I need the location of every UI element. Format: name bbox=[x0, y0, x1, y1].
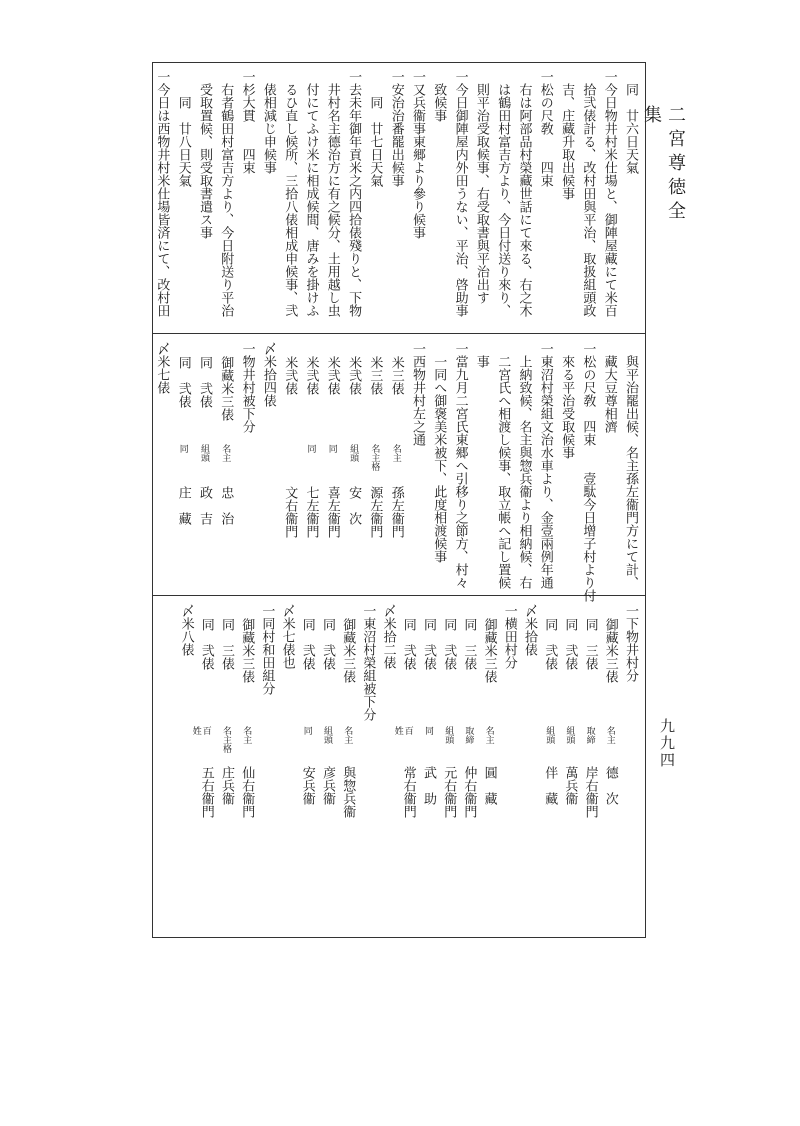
entry-person: 常右衞門 bbox=[400, 766, 416, 818]
text-column: 一今日御陣屋内外田うない、平治、啓助事 bbox=[452, 70, 468, 317]
text-column: 事 bbox=[473, 342, 489, 368]
text-column: るひ直し候所、三拾八俵相成申候事、弐 bbox=[282, 70, 298, 317]
entry-item: 米弐俵 bbox=[346, 356, 362, 395]
text-column: 一杉大貫 四束 bbox=[239, 70, 255, 174]
entry-person: 五右衞門 bbox=[198, 766, 214, 818]
entry-person: 仙右衞門 bbox=[239, 766, 255, 818]
entry-role: 同 bbox=[326, 444, 337, 453]
text-column: 則平治受取候事、右受取書與平治出す bbox=[473, 70, 489, 304]
entry-role: 名主 bbox=[342, 726, 353, 744]
entry-role: 組頭 bbox=[322, 726, 332, 744]
entry-role: 組頭 bbox=[564, 726, 575, 744]
entry-person: 岸右衞門 bbox=[582, 766, 598, 818]
text-column: 付にてふけ米に相成候間、唐みを掛けふ bbox=[303, 70, 319, 317]
entry-item: 〆米拾四俵 bbox=[260, 342, 276, 407]
text-column: 拾弐俵計る、改村田與平治、取扱組頭政 bbox=[580, 70, 596, 317]
entry-item: 同 弐俵 bbox=[400, 618, 416, 670]
entry-person: 與惣兵衞 bbox=[340, 766, 356, 818]
text-column: 上納致候、名主與惣兵衞より相納候、右 bbox=[516, 342, 532, 589]
entry-role: 組頭 bbox=[199, 444, 209, 462]
entry-role-suffix: 姓 bbox=[392, 726, 403, 735]
entry-person: 庄 藏 bbox=[175, 486, 191, 525]
entry-person: 政 吉 bbox=[197, 486, 212, 525]
text-column: 與平治罷出候、名主孫左衞門方にて計、 bbox=[623, 342, 638, 589]
entry-item: 御藏米三俵 bbox=[239, 618, 255, 683]
entry-role: 名主 bbox=[390, 444, 401, 462]
entry-person: 彦兵衞 bbox=[320, 766, 335, 805]
entry-item: 一物井村被下分 bbox=[239, 342, 255, 433]
entry-role-suffix: 姓 bbox=[190, 726, 201, 735]
entry-item: 御藏米三俵 bbox=[218, 356, 234, 421]
bottom-panel bbox=[154, 598, 644, 936]
entry-role: 名主 bbox=[241, 726, 252, 744]
entry-item: 〆米拾俵 bbox=[522, 604, 537, 656]
entry-role: 同 bbox=[177, 444, 188, 453]
entry-item: 同 弐俵 bbox=[562, 618, 578, 670]
entry-role: 取締 bbox=[584, 726, 595, 744]
entry-person: 仲右衞門 bbox=[461, 766, 477, 818]
entry-role: 名主 bbox=[604, 726, 615, 744]
text-column: 同 廿七日天氣 bbox=[367, 70, 383, 187]
middle-panel bbox=[154, 336, 644, 602]
text-column: 同 廿六日天氣 bbox=[623, 70, 638, 174]
entry-role: 組頭 bbox=[544, 726, 555, 744]
entry-person: 伴 藏 bbox=[542, 766, 558, 805]
text-column: 同 廿八日天氣 bbox=[175, 70, 191, 187]
text-column: 一安治治番罷出候事 bbox=[388, 70, 404, 187]
entry-item: 御藏米三俵 bbox=[602, 618, 618, 683]
entry-role: 組頭 bbox=[443, 726, 454, 744]
entry-person: 安 次 bbox=[346, 486, 362, 525]
entry-item: 一同村和田組分 bbox=[259, 604, 275, 695]
text-column: 二宮氏へ相渡し候事、取立帳へ記し置候 bbox=[495, 342, 511, 589]
entry-item: 一東沼村榮組被下分 bbox=[360, 604, 376, 721]
entry-item: 同 弐俵 bbox=[198, 618, 214, 670]
text-column: 受取置候、則受取書遣ス事 bbox=[197, 70, 212, 239]
entry-role: 名主格 bbox=[221, 726, 231, 753]
entry-role: 組頭 bbox=[348, 444, 359, 462]
entry-role: 同 bbox=[423, 726, 433, 735]
text-column: 一今日物井村米仕場と、御陣屋藏にて米百 bbox=[601, 70, 617, 317]
text-column: 一松の尺敎 四束 bbox=[537, 70, 553, 187]
text-column: 右は阿部品村榮藏世話にて來る、右之木 bbox=[516, 70, 532, 317]
entry-person: 孫左衞門 bbox=[388, 486, 404, 538]
entry-role: 名主 bbox=[483, 726, 494, 744]
entry-person: 元右衞門 bbox=[441, 766, 457, 818]
entry-item: 米弐俵 bbox=[303, 356, 319, 395]
entry-item: 同 三俵 bbox=[461, 618, 477, 670]
entry-person: 圓 藏 bbox=[481, 766, 497, 805]
text-column: 一當九月二宮氏東郷へ引移り之節方、村々 bbox=[452, 342, 468, 589]
entry-role: 百 bbox=[402, 726, 413, 735]
entry-person: 喜左衞門 bbox=[324, 486, 340, 538]
entry-item: 同 弐俵 bbox=[299, 618, 315, 670]
entry-item: 米三俵 bbox=[388, 356, 404, 395]
text-column: 致候事 bbox=[431, 70, 447, 122]
text-column: 來る平治受取候事 bbox=[559, 342, 575, 459]
text-column: 一今日は西物井村米仕場皆済にて、改村田 bbox=[154, 70, 170, 317]
entry-item: 同 弐俵 bbox=[175, 356, 191, 408]
entry-person: 庄兵衞 bbox=[219, 766, 234, 805]
entry-item: 同 三俵 bbox=[582, 618, 598, 670]
text-column: 一西物井村左之通 bbox=[410, 342, 425, 446]
entry-person: 武 助 bbox=[421, 766, 436, 805]
entry-item: 同 三俵 bbox=[219, 618, 234, 670]
entry-role: 同 bbox=[301, 726, 312, 735]
entry-role: 百 bbox=[200, 726, 211, 735]
entry-item: 米三俵 bbox=[367, 356, 383, 395]
entry-item: 同 弐俵 bbox=[542, 618, 558, 670]
entry-item: 同 弐俵 bbox=[441, 618, 457, 670]
text-column: 井村名主德治方に有之候分、土用越し虫 bbox=[324, 70, 340, 317]
entry-person: 德 次 bbox=[602, 766, 618, 805]
entry-item: 同 弐俵 bbox=[320, 618, 335, 670]
text-column: 一東沼村榮組文治水車より、金壹兩例年通 bbox=[537, 342, 553, 589]
running-head-title: 二宮尊徳全集 bbox=[641, 105, 686, 225]
panel-divider-upper bbox=[152, 333, 646, 334]
text-column: 一去未年御年貢米之内四拾俵殘りと、下物 bbox=[346, 70, 362, 317]
page-number: 九九四 bbox=[658, 718, 676, 769]
entry-item: 御藏米三俵 bbox=[481, 618, 497, 683]
text-column: 一同へ御褒美米被下、此度相渡候事 bbox=[431, 342, 447, 563]
entry-role: 名主格 bbox=[369, 444, 380, 471]
entry-item: 〆米八俵 bbox=[178, 604, 194, 656]
entry-person: 七左衞門 bbox=[303, 486, 319, 538]
entry-item: 一横田村分 bbox=[501, 604, 517, 669]
entry-item: 一下物井村分 bbox=[623, 604, 638, 682]
entry-person: 文右衞門 bbox=[282, 486, 298, 538]
top-panel bbox=[154, 64, 644, 332]
text-column: 藏大豆尊相濟 bbox=[601, 342, 617, 433]
text-column: 右者鶴田村富吉方より、今日附送り平治 bbox=[218, 70, 234, 317]
text-column: は鶴田村富吉方より、今日付送り來り、 bbox=[495, 70, 511, 317]
entry-person: 安兵衞 bbox=[299, 766, 315, 805]
entry-item: 米弐俵 bbox=[282, 356, 298, 395]
entry-item: 〆米七俵也 bbox=[279, 604, 295, 669]
entry-role: 名主 bbox=[220, 444, 231, 462]
entry-person: 忠 治 bbox=[218, 486, 234, 525]
text-column: 俵相減じ申候事 bbox=[260, 70, 276, 174]
text-column: 吉、庄藏升取出候事 bbox=[559, 70, 575, 200]
entry-item: 御藏米三俵 bbox=[340, 618, 356, 683]
entry-person: 源左衞門 bbox=[367, 486, 383, 538]
text-column: 一松の尺敎 四束 壹駄今日增子村より付 bbox=[580, 342, 596, 602]
entry-person: 萬兵衞 bbox=[562, 766, 578, 805]
entry-item: 〆米七俵 bbox=[154, 342, 170, 394]
text-column: 一又兵衞事東郷より參り候事 bbox=[410, 70, 425, 239]
entry-item: 米弐俵 bbox=[324, 356, 340, 395]
entry-item: 〆米拾二俵 bbox=[380, 604, 396, 669]
entry-role: 取締 bbox=[463, 726, 474, 744]
entry-item: 同 弐俵 bbox=[421, 618, 436, 670]
entry-item: 同 弐俵 bbox=[197, 356, 212, 408]
panel-divider-lower bbox=[152, 595, 646, 596]
entry-role: 同 bbox=[305, 444, 316, 453]
